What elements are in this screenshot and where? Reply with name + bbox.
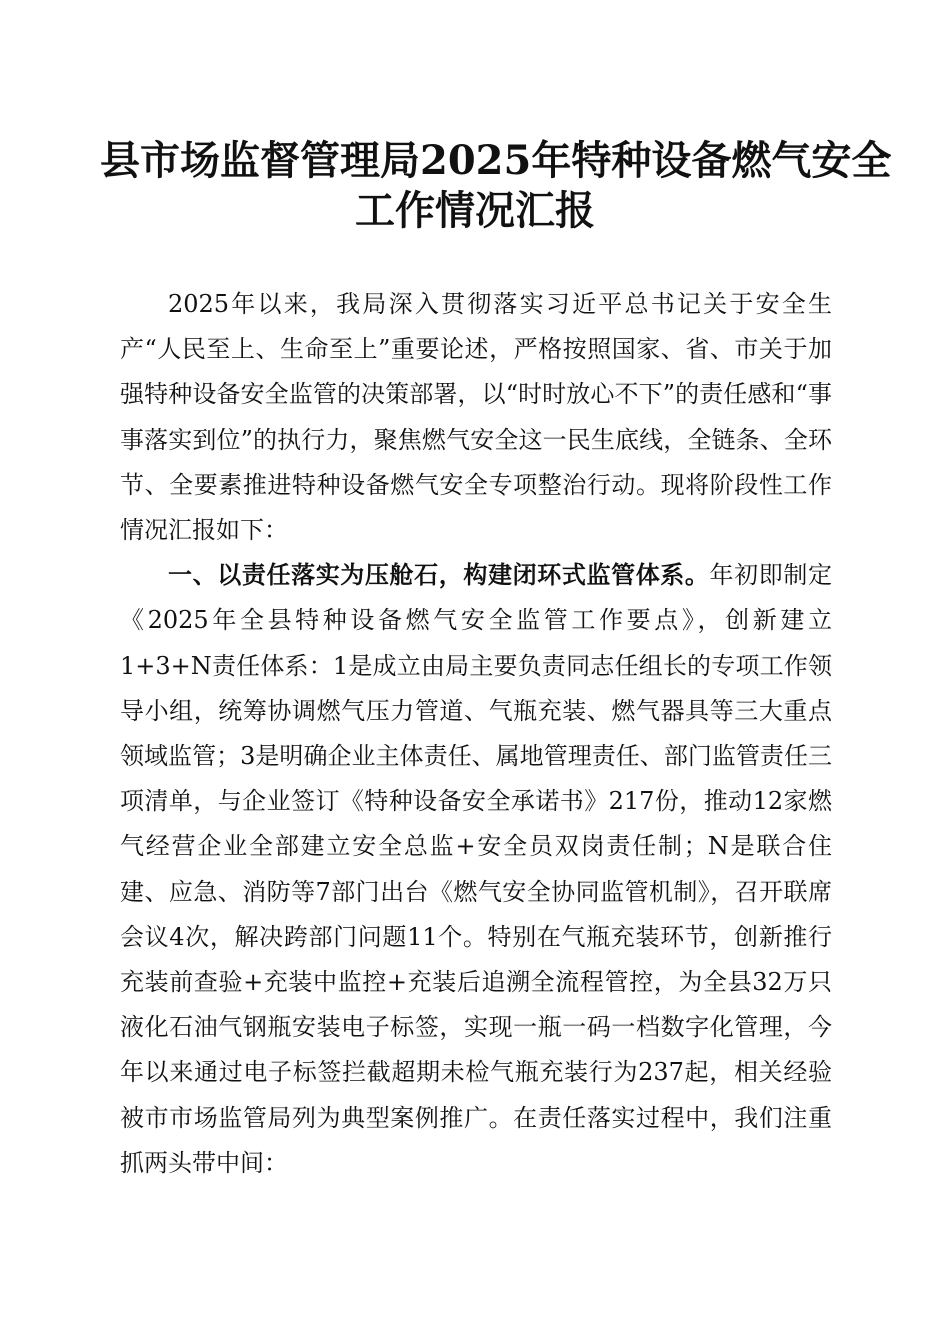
title-line-1: 县市场监督管理局2025年特种设备燃气安全 — [100, 137, 892, 184]
section-1-paragraph — [120, 553, 832, 1186]
intro-paragraph: 2025年以来，我局深入贯彻落实习近平总书记关于安全生产“人民至上、生命至上”重要论述，严格按照国家、省、市关于加强特种设备安全监管的决策部署，以“时时放心不下”的责任感和“事事落实到位”的执行力，聚焦燃气安全这一民生底线，全链条、全环节、全要素推进特种设备燃气安全专项整治行动。现将阶段性工作情况汇报如下： — [120, 290, 832, 545]
section-1-heading: 一、以责任落实为压舱石，构建闭环式监管体系。 — [168, 561, 710, 590]
title-line-2: 工作情况汇报 — [355, 187, 595, 234]
document-title — [100, 136, 892, 236]
section-1-body: 年初即制定《2025年全县特种设备燃气安全监管工作要点》，创新建立1+3+N责任体系：1是成立由局主要负责同志任组长的专项工作领导小组，统筹协调燃气压力管道、气瓶充装、燃气器具等三大重点领域监管；3是明确企业主体责任、属地管理责任、部门监管责任三项清单，与企业签订《特种设备安全承诺书》217份，推动12家燃气经营企业全部建立安全总监+安全员双岗责任制；N是联合住建、应急、消防等7部门出台《燃气安全协同监管机制》，召开联席会议4次，解决跨部门问题11个。特别在气瓶充装环节，创新推行充装前查验+充装中监控+充装后追溯全流程管控，为全县32万只液化石油气钢瓶安装电子标签，实现一瓶一码一档数字化管理，今年以来通过电子标签拦截超期未检气瓶充装行为237起，相关经验被市市场监管局列为典型案例推广。在责任落实过程中，我们注重抓两头带中间： — [120, 561, 833, 1177]
document-body — [120, 282, 832, 1186]
